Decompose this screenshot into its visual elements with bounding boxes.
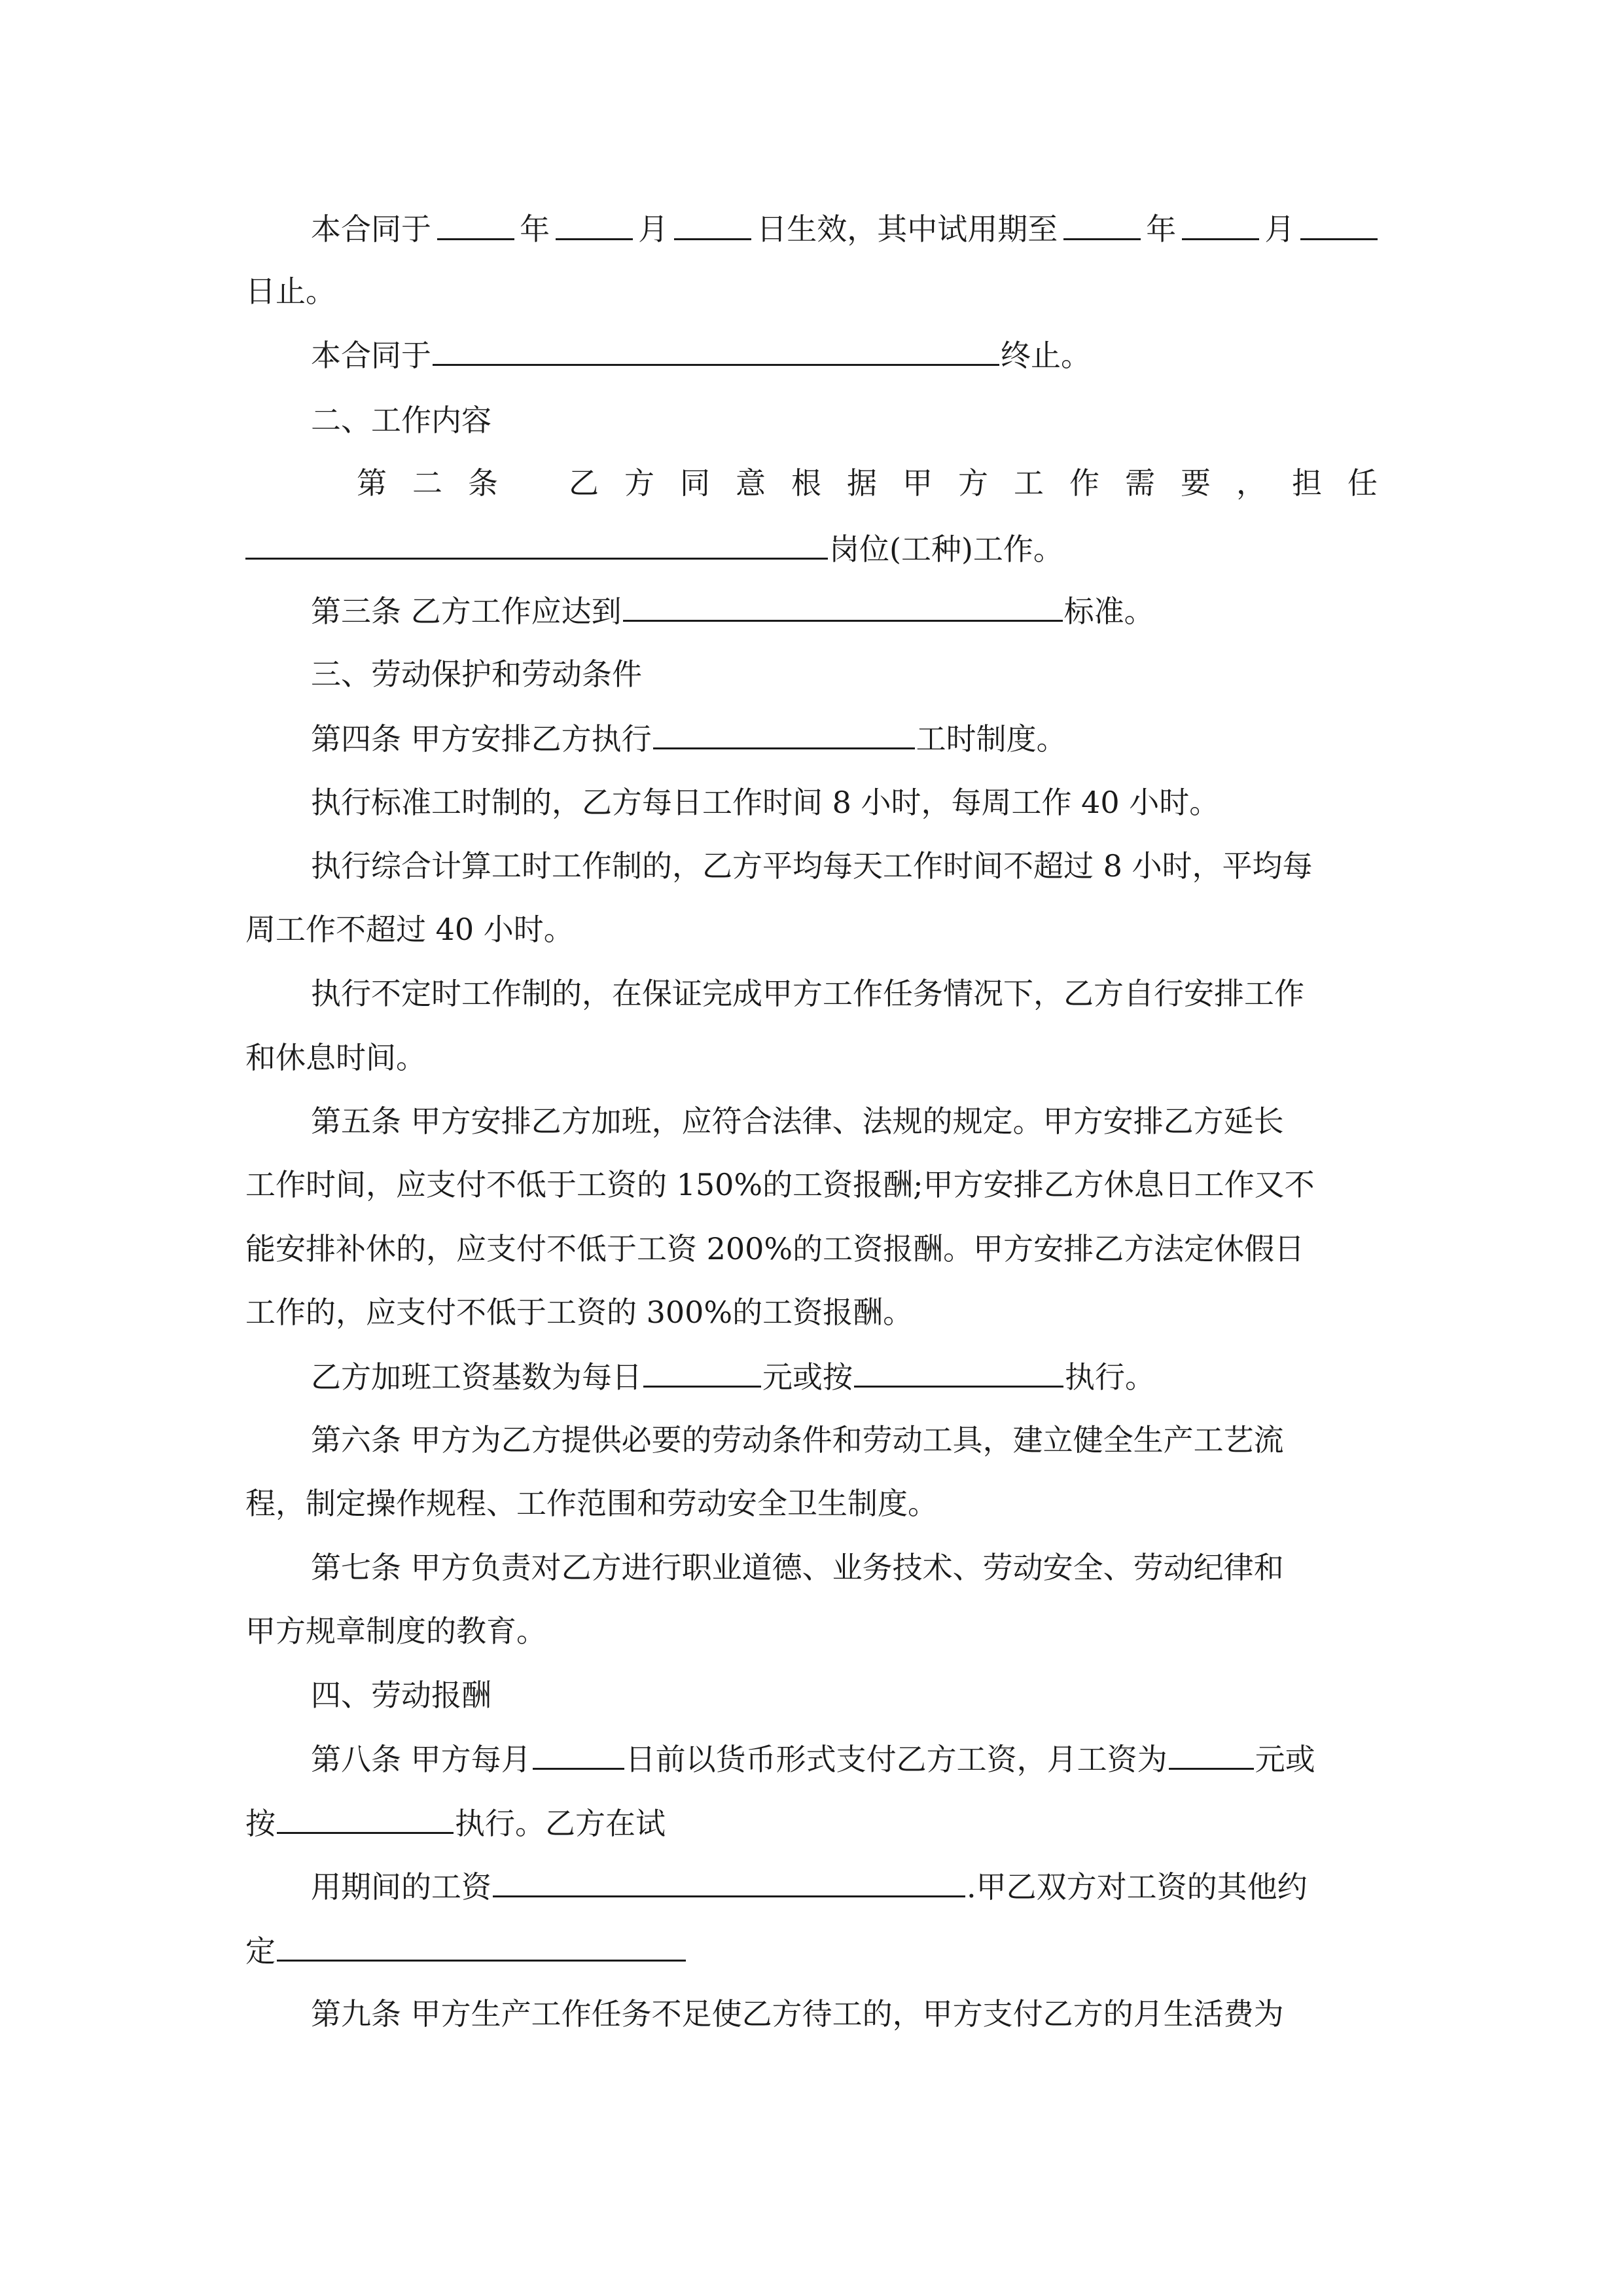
text: ， <box>1236 465 1266 501</box>
probation-month-blank[interactable] <box>1182 209 1259 240</box>
article-two-line <box>357 463 1378 503</box>
termination-line <box>311 335 1378 374</box>
text-line: 工作的，应支付不低于工资的 300%的工资报酬。 <box>245 1295 914 1330</box>
text: 日前以货币形式支付乙方工资，月工资为 <box>625 1742 1168 1777</box>
text: 乙方加班工资基数为每日 <box>311 1359 642 1395</box>
text: 执行。 <box>1065 1359 1155 1395</box>
text: 月 <box>638 211 669 247</box>
text: 第四条 甲方安排乙方执行 <box>311 721 652 757</box>
article-eight-line <box>311 1739 1378 1778</box>
text: 岗位(工种)工作。 <box>829 531 1063 567</box>
day-blank[interactable] <box>674 209 751 240</box>
year-blank[interactable] <box>437 209 514 240</box>
text-line: 执行综合计算工时工作制的，乙方平均每天工作时间不超过 8 小时，平均每 <box>311 848 1313 884</box>
text-line: 执行不定时工作制的，在保证完成甲方工作任务情况下，乙方自行安排工作 <box>311 976 1304 1011</box>
text-line: 第五条 甲方安排乙方加班，应符合法律、法规的规定。甲方安排乙方延长 <box>311 1103 1284 1139</box>
text-line: 能安排补休的，应支付不低于工资 200%的工资报酬。甲方安排乙方法定休假日 <box>245 1231 1305 1266</box>
text: .甲乙双方对工资的其他约 <box>967 1869 1308 1905</box>
text: 任 <box>1347 465 1378 501</box>
article-three-line <box>311 591 1378 630</box>
month-blank[interactable] <box>556 209 633 240</box>
daily-base-blank[interactable] <box>643 1357 761 1388</box>
work-hours-blank[interactable] <box>653 719 915 749</box>
text-line: 工作时间，应支付不低于工资的 150%的工资报酬;甲方安排乙方休息日工作又不 <box>245 1167 1315 1202</box>
section-heading: 二、工作内容 <box>311 403 491 438</box>
text: 要 <box>1181 465 1211 501</box>
text-line: 程，制定操作规程、工作范围和劳动安全卫生制度。 <box>245 1486 938 1521</box>
text-line: 周工作不超过 40 小时。 <box>245 912 574 947</box>
text: 工 <box>1014 465 1044 501</box>
text: 方 <box>624 465 654 501</box>
probation-salary-line <box>311 1867 1378 1906</box>
effective-date-line <box>311 209 1378 249</box>
text: 第三条 乙方工作应达到 <box>311 594 622 629</box>
text: 元或按 <box>762 1359 853 1395</box>
text: 需 <box>1125 465 1155 501</box>
text: 第 <box>357 465 387 501</box>
monthly-salary-blank[interactable] <box>1169 1739 1254 1770</box>
text-line: 和休息时间。 <box>245 1040 426 1075</box>
text: 意 <box>736 465 766 501</box>
text: 定 <box>245 1933 276 1969</box>
probation-day-blank[interactable] <box>1300 209 1378 240</box>
probation-salary-blank[interactable] <box>493 1867 965 1897</box>
salary-method-blank[interactable] <box>277 1803 454 1834</box>
overtime-base-line <box>311 1357 1378 1396</box>
text: 第八条 甲方每月 <box>311 1742 531 1777</box>
section-heading: 四、劳动报酬 <box>311 1677 491 1713</box>
other-agreement-blank[interactable] <box>277 1931 686 1962</box>
text: 本合同于 <box>311 338 431 373</box>
text: 标准。 <box>1063 594 1154 629</box>
probation-year-blank[interactable] <box>1063 209 1141 240</box>
text: 元或 <box>1255 1742 1315 1777</box>
text: 作 <box>1069 465 1099 501</box>
text: 本合同于 <box>311 211 431 247</box>
termination-blank[interactable] <box>433 335 999 366</box>
text: 同 <box>680 465 710 501</box>
text: 月 <box>1264 211 1295 247</box>
text: 乙 <box>569 465 599 501</box>
text: 年 <box>1146 211 1177 247</box>
text: 终止。 <box>1001 338 1091 373</box>
text-line: 第六条 甲方为乙方提供必要的劳动条件和劳动工具，建立健全生产工艺流 <box>311 1422 1284 1458</box>
text: 执行。乙方在试 <box>455 1806 666 1841</box>
text: 日生效，其中试用期至 <box>757 211 1058 247</box>
text-line: 执行标准工时制的，乙方每日工作时间 8 小时，每周工作 40 小时。 <box>311 785 1220 820</box>
text: 条 <box>468 465 498 501</box>
text-line: 日止。 <box>245 274 336 309</box>
text: 按 <box>245 1806 276 1841</box>
text-line: 甲方规章制度的教育。 <box>245 1613 546 1649</box>
text: 甲 <box>902 465 933 501</box>
text: 工时制度。 <box>916 721 1067 757</box>
text: 根 <box>791 465 821 501</box>
text: 担 <box>1292 465 1322 501</box>
text-line: 第七条 甲方负责对乙方进行职业道德、业务技术、劳动安全、劳动纪律和 <box>311 1550 1284 1585</box>
text: 据 <box>847 465 877 501</box>
text-line: 第九条 甲方生产工作任务不足使乙方待工的，甲方支付乙方的月生活费为 <box>311 1996 1284 2032</box>
text: 方 <box>958 465 988 501</box>
text: 用期间的工资 <box>311 1869 491 1905</box>
overtime-method-blank[interactable] <box>854 1357 1063 1388</box>
text: 年 <box>520 211 550 247</box>
standard-blank[interactable] <box>623 591 1063 622</box>
salary-method-line <box>245 1803 1378 1842</box>
position-line <box>245 529 1378 568</box>
other-agreement-line <box>245 1931 1378 1970</box>
position-blank[interactable] <box>245 529 828 560</box>
text: 二 <box>412 465 442 501</box>
article-four-line <box>311 719 1378 758</box>
section-heading: 三、劳动保护和劳动条件 <box>311 656 642 692</box>
payday-blank[interactable] <box>533 1739 624 1770</box>
